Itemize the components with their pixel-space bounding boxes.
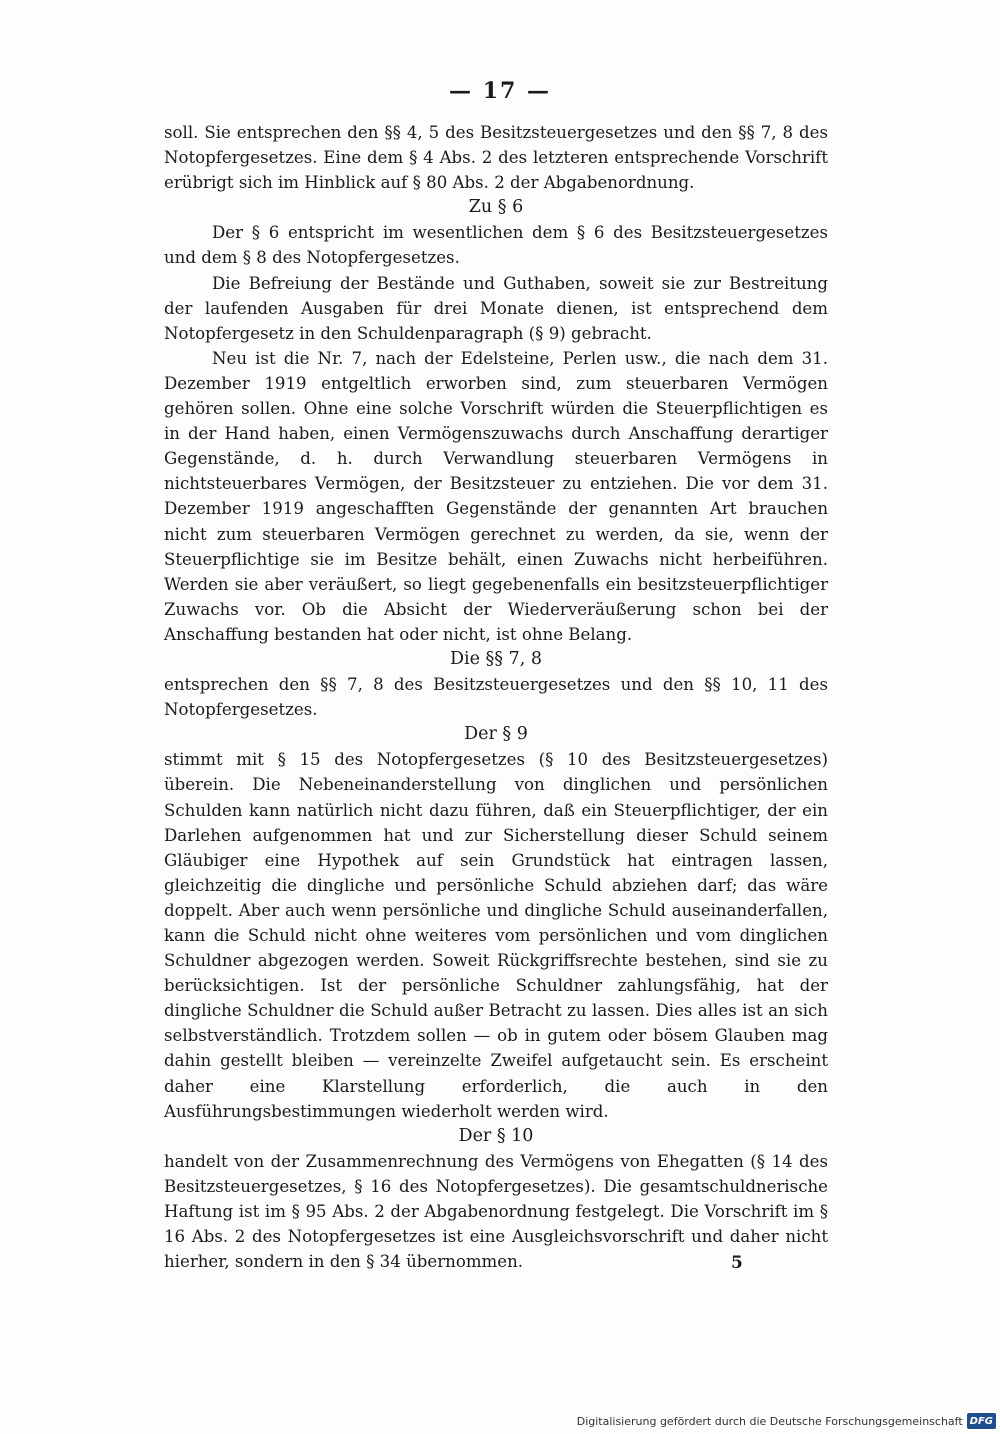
footer-credit: Digitalisierung gefördert durch die Deutsche Forschungsgemeinschaft (576, 1414, 963, 1428)
signature-mark: 5 (731, 1253, 743, 1273)
section-heading-7-8: Die §§ 7, 8 (449, 648, 542, 669)
footer (577, 1408, 996, 1434)
paragraph-7: handelt von der Zusammenrechnung des Vermögens von Ehegatten (§ 14 des Besitzsteuergesetzes, § 16 des Notopfergesetzes). Die gesamtschuldnerische Haftung ist im § 95 Abs. 2 der Abgabenordnung festgelegt. Die Vorschrift im § 16 Abs. 2 des Notopfergesetzes ist eine Ausgleichsvorschrift und daher nicht hierher, sondern in den § 34 übernommen. (164, 1151, 828, 1272)
paragraph-1: soll. Sie entsprechen den §§ 4, 5 des Besitzsteuergesetzes und den §§ 7, 8 des Notopfergesetzes. Eine dem § 4 Abs. 2 des letzteren entsprechende Vorschrift erübrigt sich im Hinblick auf § 80 Abs. 2 der Abgabenordnung. (164, 123, 828, 193)
body-text (164, 120, 828, 1274)
paragraph-5: entsprechen den §§ 7, 8 des Besitzsteuergesetzes und den §§ 10, 11 des Notopfergesetzes. (164, 675, 828, 720)
section-heading-10: Der § 10 (458, 1125, 534, 1146)
page-number: — 17 — (449, 78, 551, 104)
paragraph-6: stimmt mit § 15 des Notopfergesetzes (§ 10 des Besitzsteuergesetzes) überein. Die Nebeneinanderstellung von dinglichen und persönlichen Schulden kann natürlich nicht dazu führen, daß ein Steuerpflichtiger, der ein Darlehen aufgenommen hat und zur Sicherstellung dieser Schuld seinem Gläubiger eine Hypothek auf sein Grundstück hat eintragen lassen, gleichzeitig die dingliche und persönliche Schuld abziehen darf; das wäre doppelt. Aber auch wenn persönliche und dingliche Schuld auseinanderfallen, kann die Schuld nicht ohne weiteres vom persönlichen und vom dinglichen Schuldner abgezogen werden. Soweit Rückgriffsrechte bestehen, sind sie zu berücksichtigen. Ist der persönliche Schuldner zahlungsfähig, hat der dingliche Schuldner die Schuld außer Betracht zu lassen. Dies alles ist an sich selbstverständlich. Trotzdem sollen — ob in gutem oder bösem Glauben mag dahin gestellt bleiben — vereinzelte Zweifel aufgetaucht sein. Es erscheint daher eine Klarstellung erforderlich, die auch in den Ausführungsbestimmungen wiederholt werden wird. (164, 750, 828, 1121)
section-heading-6: Zu § 6 (468, 197, 524, 218)
paragraph-3: Die Befreiung der Bestände und Guthaben, soweit sie zur Bestreitung der laufenden Ausgaben für drei Monate dienen, ist entsprechend dem Notopfergesetz in den Schuldenparagraph (§ 9) gebracht. (164, 273, 828, 343)
dfg-logo-icon: DFG (967, 1413, 996, 1429)
paragraph-4: Neu ist die Nr. 7, nach der Edelsteine, Perlen usw., die nach dem 31. Dezember 1919 entgeltlich erworben sind, zum steuerbaren Vermögen gehören sollen. Ohne eine solche Vorschrift würden die Steuerpflichtigen es in der Hand haben, einen Vermögenszuwachs durch Anschaffung derartiger Gegenstände, d. h. durch Verwandlung steuerbaren Vermögens in nichtsteuerbares Vermögen, der Besitzsteuer zu entziehen. Die vor dem 31. Dezember 1919 angeschafften Gegenstände der genannten Art brauchen nicht zum steuerbaren Vermögen gerechnet zu werden, da sie, wenn der Steuerpflichtige sie im Besitze behält, einen Zuwachs nicht herbeiführen. Werden sie aber veräußert, so liegt gegebenenfalls ein besitzsteuerpflichtiger Zuwachs vor. Ob die Absicht der Wiederveräußerung schon bei der Anschaffung bestanden hat oder nicht, ist ohne Belang. (164, 348, 828, 644)
section-heading-9: Der § 9 (464, 724, 528, 745)
paragraph-2: Der § 6 entspricht im wesentlichen dem § 6 des Besitzsteuergesetzes und dem § 8 des Notopfergesetzes. (164, 223, 828, 268)
